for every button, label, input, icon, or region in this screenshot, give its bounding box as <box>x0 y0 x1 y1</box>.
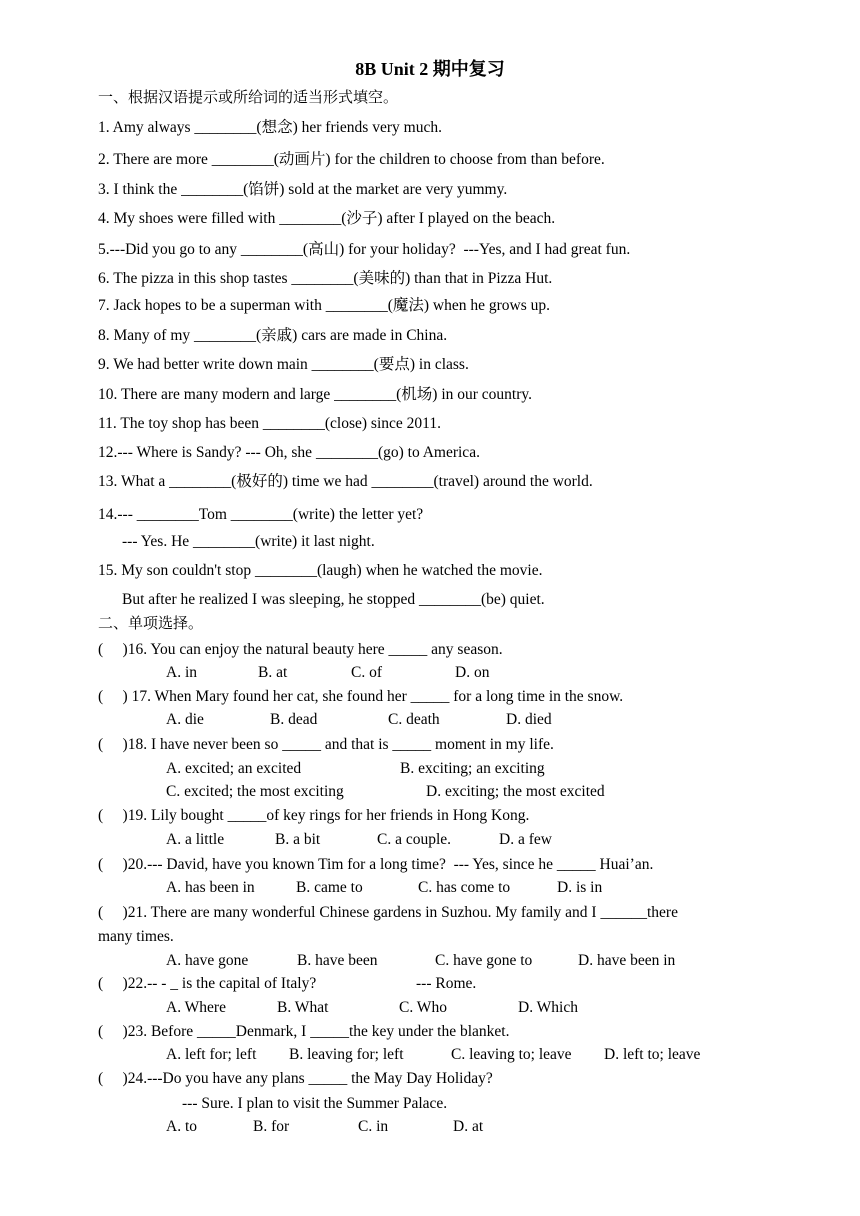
question-22: ( )22.-- - _ is the capital of Italy? <box>98 975 317 992</box>
question-21: ( )21. There are many wonderful Chinese gardens in Suzhou. My family and I ______there <box>98 904 678 921</box>
fill-blank-item: 4. My shoes were filled with ________(沙子) after I played on the beach. <box>98 210 556 227</box>
option-c: C. has come to <box>418 879 511 896</box>
option-a: A. excited; an excited <box>166 760 302 777</box>
option-b: B. a bit <box>275 831 321 848</box>
question-21-continued: many times. <box>98 928 174 945</box>
fill-blank-item: 10. There are many modern and large ________(机场) in our country. <box>98 386 533 403</box>
fill-blank-item: 14.--- ________Tom ________(write) the letter yet? <box>98 506 424 523</box>
option-a: A. die <box>166 711 204 728</box>
option-b: B. for <box>253 1118 290 1135</box>
option-d: D. is in <box>557 879 603 896</box>
question-18: ( )18. I have never been so _____ and that is _____ moment in my life. <box>98 736 554 753</box>
fill-blank-item: 2. There are more ________(动画片) for the children to choose from than before. <box>98 151 605 168</box>
option-c: C. have gone to <box>435 952 533 969</box>
section-1-heading: 一、根据汉语提示或所给词的适当形式填空。 <box>98 90 399 106</box>
question-22-answer: --- Rome. <box>416 975 477 992</box>
fill-blank-item: 9. We had better write down main ________(要点) in class. <box>98 356 469 373</box>
fill-blank-item: 8. Many of my ________(亲戚) cars are made in China. <box>98 327 448 344</box>
option-a: A. a little <box>166 831 225 848</box>
option-b: B. exciting; an exciting <box>400 760 545 777</box>
option-d: D. Which <box>518 999 578 1016</box>
option-c: C. Who <box>399 999 447 1016</box>
option-b: B. leaving for; left <box>289 1046 404 1063</box>
fill-blank-item: 3. I think the ________(馅饼) sold at the market are very yummy. <box>98 181 508 198</box>
option-d: D. exciting; the most excited <box>426 783 605 800</box>
fill-blank-item: But after he realized I was sleeping, he stopped ________(be) quiet. <box>122 591 545 608</box>
option-d: D. a few <box>499 831 552 848</box>
section-2-heading: 二、单项选择。 <box>98 616 204 632</box>
option-a: A. have gone <box>166 952 249 969</box>
question-19: ( )19. Lily bought _____of key rings for her friends in Hong Kong. <box>98 807 530 824</box>
option-b: B. came to <box>296 879 363 896</box>
option-d: D. on <box>455 664 490 681</box>
fill-blank-item: 7. Jack hopes to be a superman with ________(魔法) when he grows up. <box>98 297 550 314</box>
option-d: D. left to; leave <box>604 1046 701 1063</box>
option-b: B. at <box>258 664 288 681</box>
fill-blank-item: --- Yes. He ________(write) it last night. <box>122 533 375 550</box>
option-d: D. have been in <box>578 952 676 969</box>
question-24: ( )24.---Do you have any plans _____ the May Day Holiday? <box>98 1070 493 1087</box>
option-b: B. What <box>277 999 329 1016</box>
option-c: C. of <box>351 664 382 681</box>
question-17: ( ) 17. When Mary found her cat, she found her _____ for a long time in the snow. <box>98 688 624 705</box>
option-d: D. died <box>506 711 552 728</box>
question-16: ( )16. You can enjoy the natural beauty here _____ any season. <box>98 641 503 658</box>
option-c: C. in <box>358 1118 389 1135</box>
question-23: ( )23. Before _____Denmark, I _____the key under the blanket. <box>98 1023 510 1040</box>
fill-blank-item: 13. What a ________(极好的) time we had ________(travel) around the world. <box>98 473 593 490</box>
option-a: A. in <box>166 664 197 681</box>
option-c: C. a couple. <box>377 831 452 848</box>
fill-blank-item: 5.---Did you go to any ________(高山) for your holiday? ---Yes, and I had great fun. <box>98 241 631 258</box>
fill-blank-item: 1. Amy always ________(想念) her friends very much. <box>98 119 442 136</box>
fill-blank-item: 15. My son couldn't stop ________(laugh) when he watched the movie. <box>98 562 543 579</box>
fill-blank-item: 6. The pizza in this shop tastes ________(美味的) than that in Pizza Hut. <box>98 270 553 287</box>
question-20: ( )20.--- David, have you known Tim for a long time? --- Yes, since he _____ Huai’an. <box>98 856 654 873</box>
option-c: C. excited; the most exciting <box>166 783 344 800</box>
fill-blank-item: 11. The toy shop has been ________(close) since 2011. <box>98 415 441 432</box>
option-b: B. have been <box>297 952 378 969</box>
option-b: B. dead <box>270 711 318 728</box>
option-c: C. death <box>388 711 440 728</box>
option-c: C. leaving to; leave <box>451 1046 572 1063</box>
fill-blank-item: 12.--- Where is Sandy? --- Oh, she ________(go) to America. <box>98 444 480 461</box>
question-24-dialogue: --- Sure. I plan to visit the Summer Palace. <box>182 1095 448 1112</box>
option-a: A. to <box>166 1118 197 1135</box>
page-title: 8B Unit 2 期中复习 <box>355 59 505 79</box>
option-a: A. has been in <box>166 879 255 896</box>
option-a: A. left for; left <box>166 1046 257 1063</box>
option-d: D. at <box>453 1118 484 1135</box>
option-a: A. Where <box>166 999 226 1016</box>
